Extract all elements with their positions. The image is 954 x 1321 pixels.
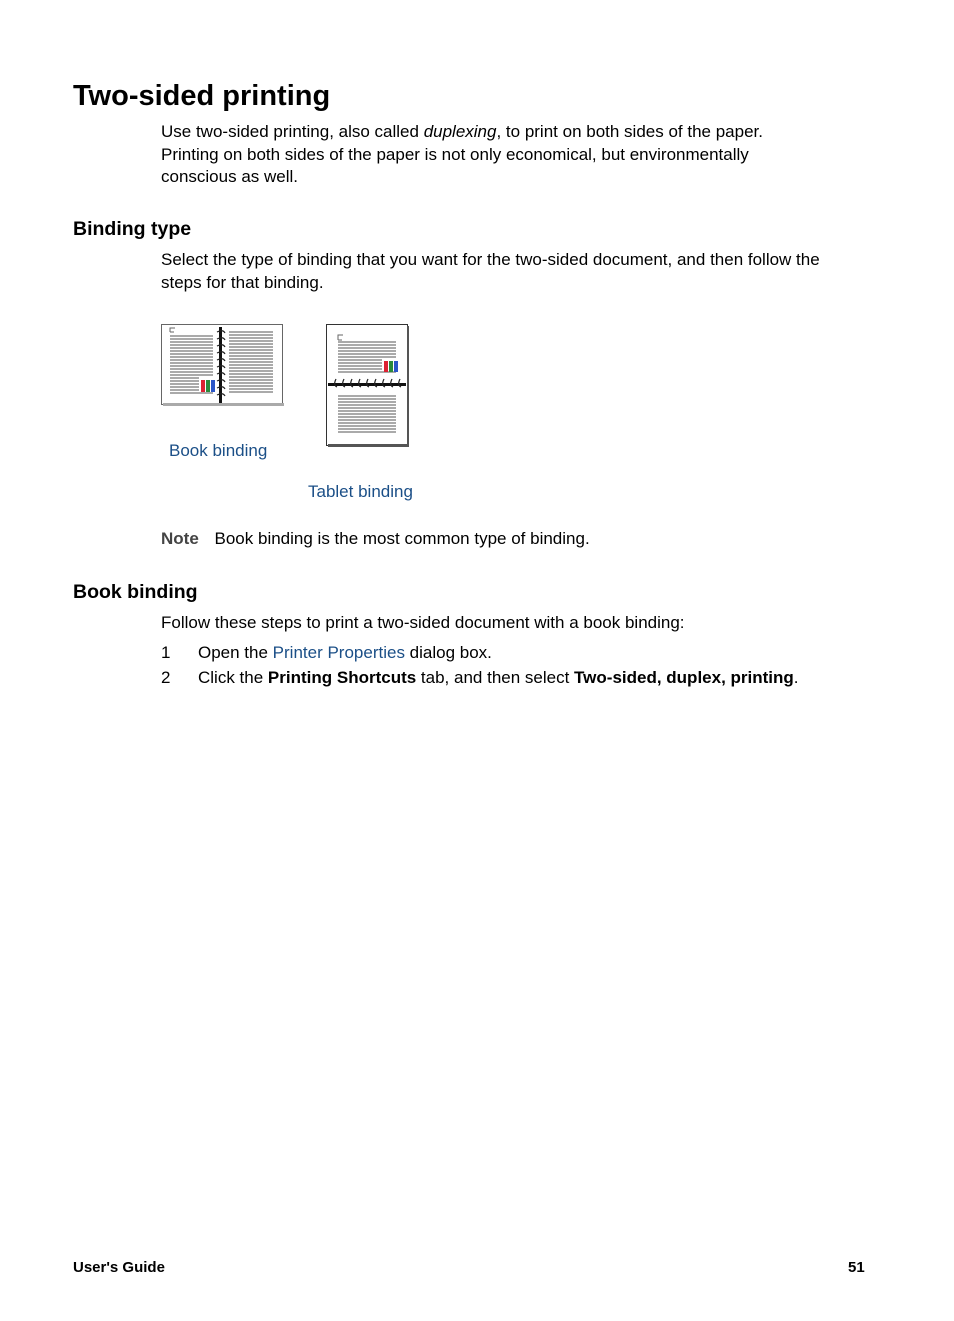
footer-page-number: 51 [848,1259,865,1276]
step-1: 1 Open the Printer Properties dialog box. [161,642,492,665]
step-number: 1 [161,643,171,662]
book-binding-heading: Book binding [73,581,198,603]
duplexing-term: duplexing [423,122,497,141]
intro-paragraph: Use two-sided printing, also called duplexing, to print on both sides of the paper. Printing on both sides of the paper is not only economical, but environmentally conscious as well. [161,122,763,187]
note-label: Note [161,529,199,548]
binding-type-paragraph: Select the type of binding that you want for the two-sided document, and then follow the steps for that binding. [161,250,820,292]
two-sided-option-ref: Two-sided, duplex, printing [574,668,794,687]
step-number: 2 [161,668,171,687]
binding-type-heading: Binding type [73,218,192,240]
step-2: 2 Click the Printing Shortcuts tab, and then select Two-sided, duplex, printing. [161,667,799,690]
tablet-binding-link[interactable]: Tablet binding [308,482,413,501]
note-text: Book binding is the most common type of binding. [214,529,590,548]
book-binding-intro: Follow these steps to print a two-sided document with a book binding: [161,613,685,632]
footer-guide-title: User's Guide [73,1259,165,1276]
book-binding-illustration [161,324,285,407]
tablet-binding-illustration [326,324,410,448]
note [161,528,590,551]
printing-shortcuts-tab-ref: Printing Shortcuts [267,668,417,687]
page-title: Two-sided printing [73,80,331,112]
printer-properties-link[interactable]: Printer Properties [272,643,405,662]
book-binding-link[interactable]: Book binding [169,441,268,460]
